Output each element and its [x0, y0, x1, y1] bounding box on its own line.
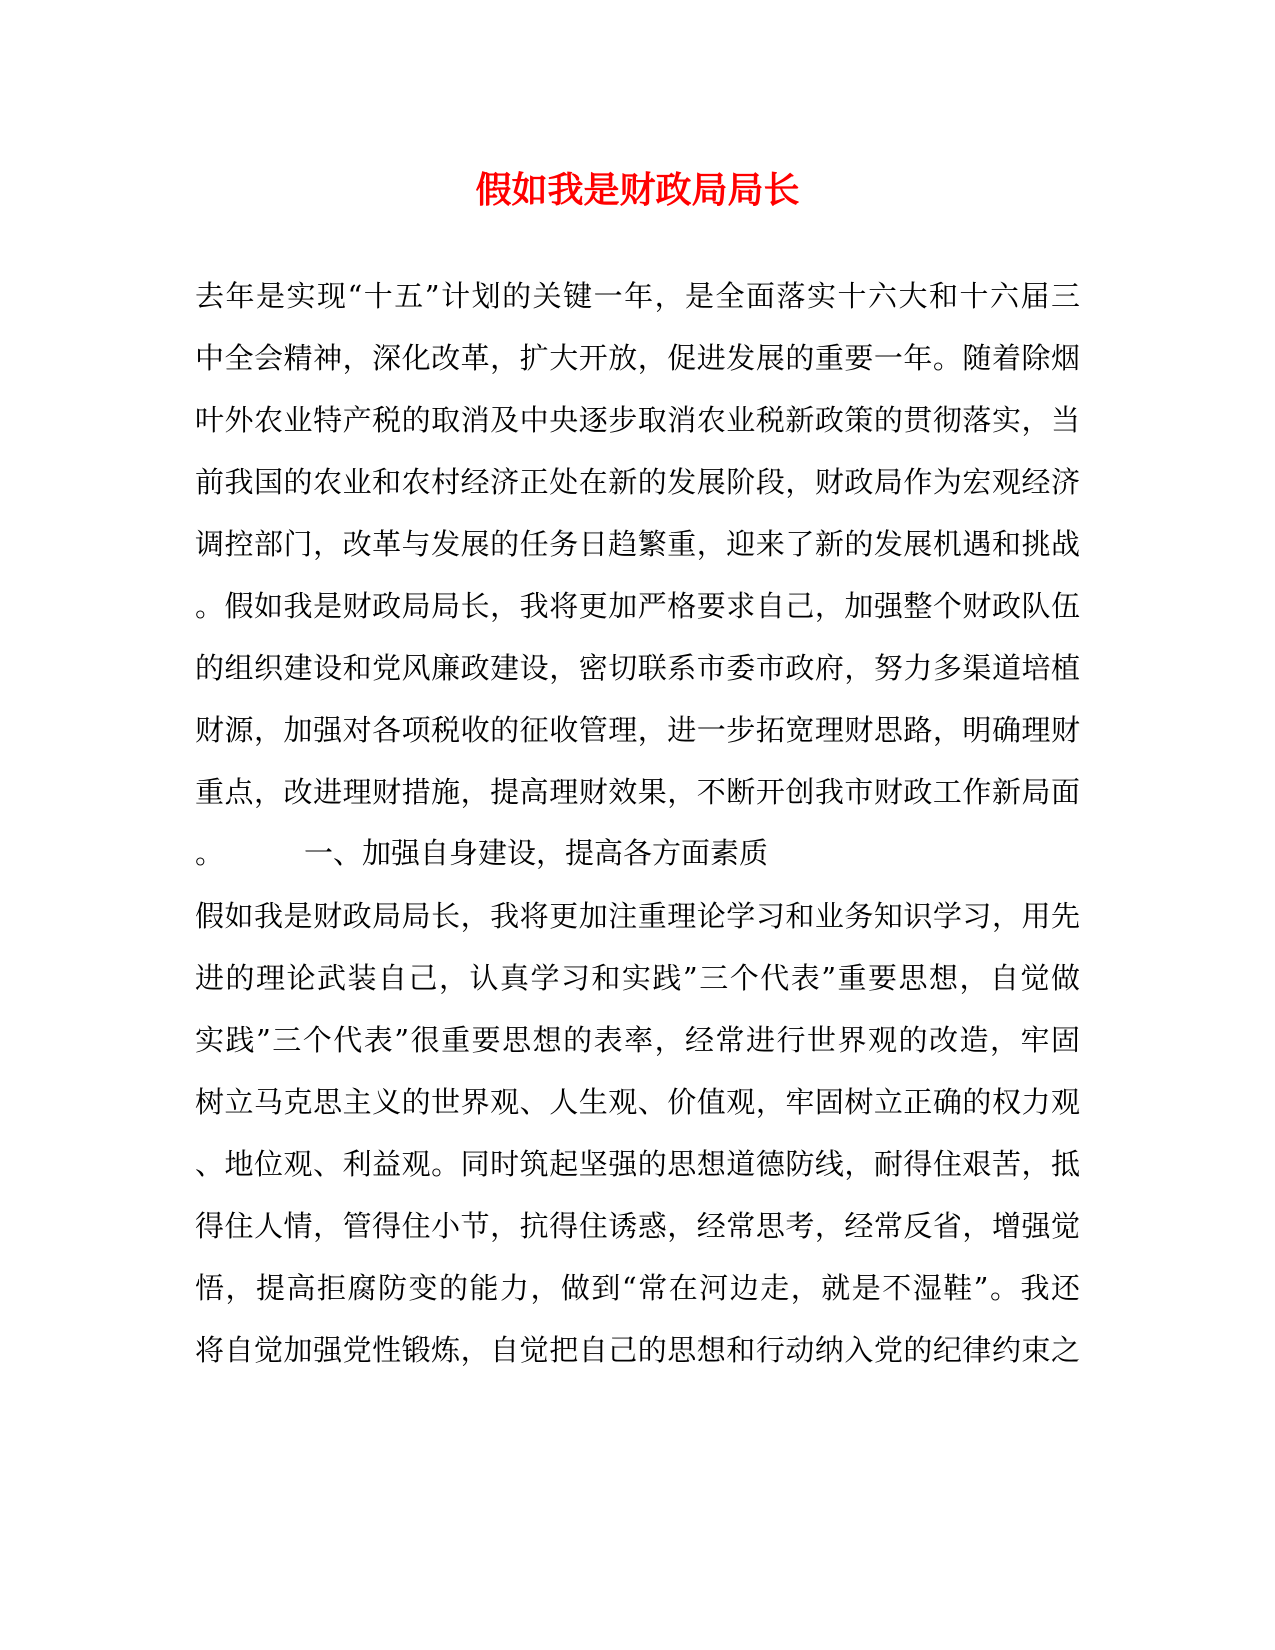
text-line: 树立马克思主义的世界观、人生观、价值观，牢固树立正确的权力观	[195, 1085, 1080, 1119]
text-line: 、地位观、利益观。同时筑起坚强的思想道德防线，耐得住艰苦，抵	[195, 1147, 1080, 1181]
text-line: 假如我是财政局局长，我将更加注重理论学习和业务知识学习，用先	[195, 899, 1080, 933]
text-line: 悟，提高拒腐防变的能力，做到“常在河边走，就是不湿鞋”。我还	[195, 1271, 1080, 1305]
text-line: 实践”三个代表”很重要思想的表率，经常进行世界观的改造，牢固	[195, 1023, 1080, 1057]
document-title: 假如我是财政局局长	[475, 169, 800, 211]
text-line: 叶外农业特产税的取消及中央逐步取消农业税新政策的贯彻落实，当	[195, 403, 1080, 437]
text-line: 得住人情，管得住小节，抗得住诱惑，经常思考，经常反省，增强觉	[195, 1209, 1080, 1243]
text-line: 调控部门，改革与发展的任务日趋繁重，迎来了新的发展机遇和挑战	[195, 527, 1080, 561]
text-line: 的组织建设和党风廉政建设，密切联系市委市政府，努力多渠道培植	[195, 651, 1080, 685]
section-heading-line	[195, 833, 1080, 873]
text-line: 前我国的农业和农村经济正处在新的发展阶段，财政局作为宏观经济	[195, 465, 1080, 499]
text-line: 财源，加强对各项税收的征收管理，进一步拓宽理财思路，明确理财	[195, 713, 1080, 747]
paragraph-end-mark: 。	[195, 836, 225, 870]
text-line: 重点，改进理财措施，提高理财效果，不断开创我市财政工作新局面	[195, 775, 1080, 809]
section-heading: 一、加强自身建设，提高各方面素质	[304, 836, 769, 870]
text-line: 将自觉加强党性锻炼，自觉把自己的思想和行动纳入党的纪律约束之	[195, 1333, 1080, 1367]
text-line: 进的理论武装自己，认真学习和实践”三个代表”重要思想，自觉做	[195, 961, 1080, 995]
text-line: 去年是实现“十五”计划的关键一年，是全面落实十六大和十六届三	[195, 279, 1080, 313]
text-line: 中全会精神，深化改革，扩大开放，促进发展的重要一年。随着除烟	[195, 341, 1080, 375]
text-line: 。假如我是财政局局长，我将更加严格要求自己，加强整个财政队伍	[195, 589, 1080, 623]
